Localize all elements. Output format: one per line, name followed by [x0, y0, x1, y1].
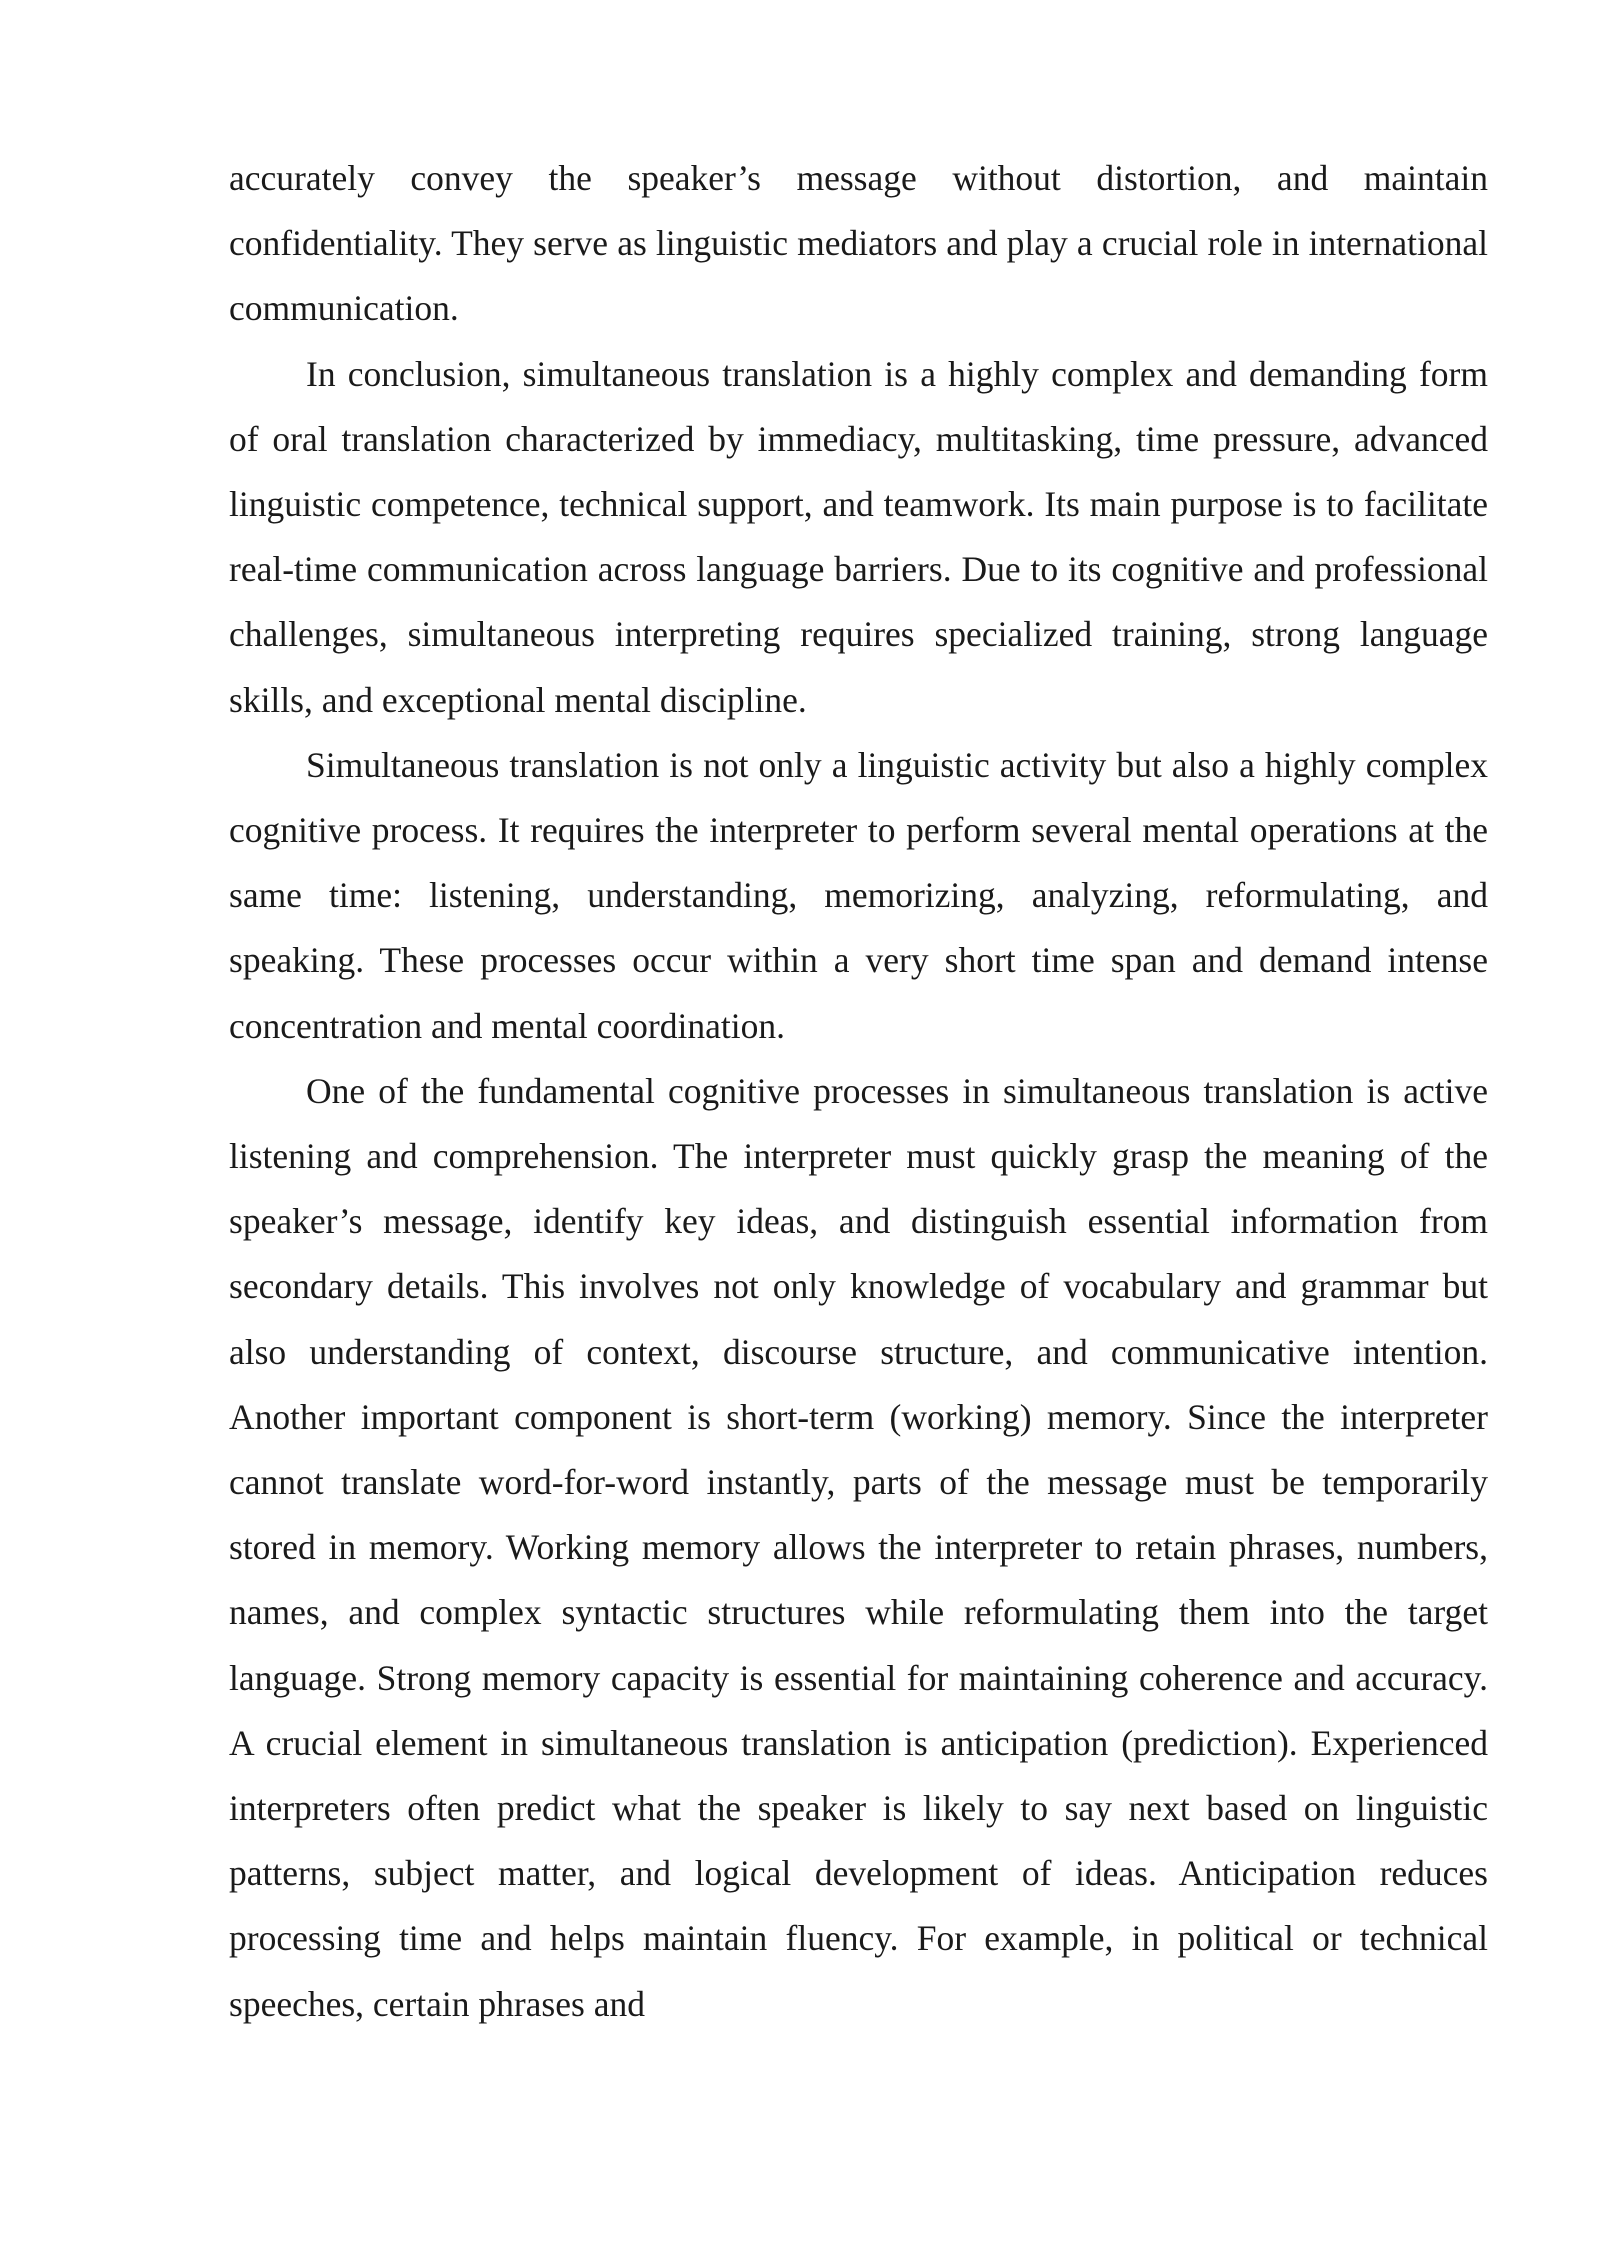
paragraph-continuation: accurately convey the speaker’s message without distortion, and maintain confidentiality. They serve as linguistic mediators and play a crucial role in international communication.	[229, 158, 1488, 329]
paragraph-cognitive-process: Simultaneous translation is not only a linguistic activity but also a highly complex cognitive process. It requires the interpreter to perform several mental operations at the same time: listening, understanding, memorizing, analyzing, reformulating, and speaking. These processes occur within a very short time span and demand intense concentration and mental coordination.	[229, 744, 1488, 1046]
document-body	[229, 146, 1488, 2037]
paragraph-conclusion: In conclusion, simultaneous translation is a highly complex and demanding form of oral translation characterized by immediacy, multitasking, time pressure, advanced linguistic competence, technical support, and teamwork. Its main purpose is to facilitate real-time communication across language barriers. Due to its cognitive and professional challenges, simultaneous interpreting requires specialized training, strong language skills, and exceptional mental discipline.	[229, 353, 1488, 720]
paragraph-listening-memory-anticipation: One of the fundamental cognitive processes in simultaneous translation is active listening and comprehension. The interpreter must quickly grasp the meaning of the speaker’s message, identify key ideas, and distinguish essential information from secondary details. This involves not only knowledge of vocabulary and grammar but also understanding of context, discourse structure, and communicative intention. Another important component is short-term (working) memory. Since the interpreter cannot translate word-for-word instantly, parts of the message must be temporarily stored in memory. Working memory allows the interpreter to retain phrases, numbers, names, and complex syntactic structures while reformulating them into the target language. Strong memory capacity is essential for maintaining coherence and accuracy. A crucial element in simultaneous translation is anticipation (prediction). Experienced interpreters often predict what the speaker is likely to say next based on linguistic patterns, subject matter, and logical development of ideas. Anticipation reduces processing time and helps maintain fluency. For example, in political or technical speeches, certain phrases and	[229, 1070, 1488, 2024]
